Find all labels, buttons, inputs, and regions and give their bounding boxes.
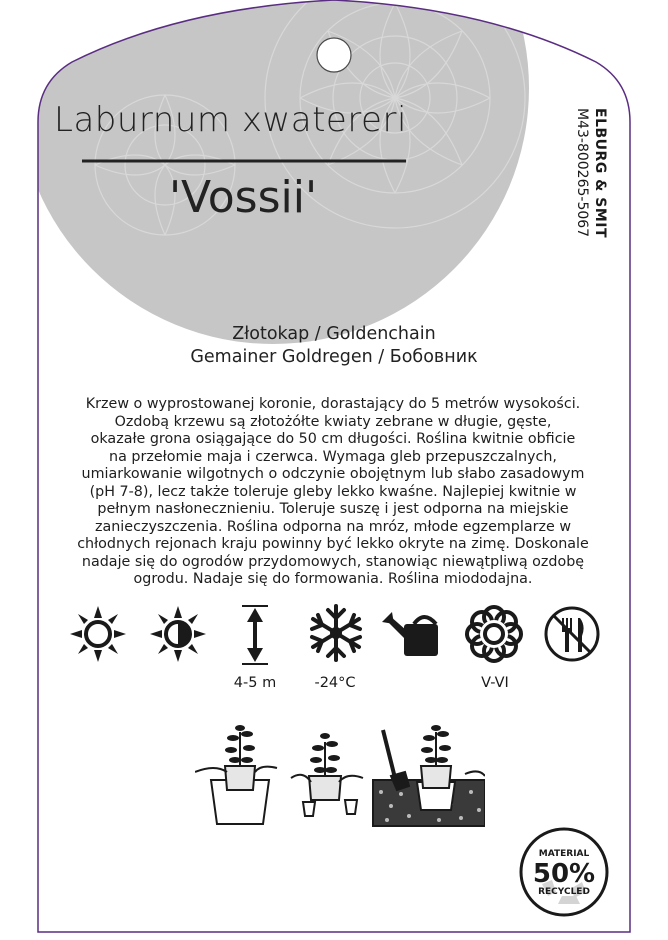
flowering-value: V-VI <box>481 675 509 691</box>
planting-step-1 <box>195 725 277 824</box>
common-name-line-2: Gemainer Goldregen / Бобовник <box>190 347 478 367</box>
description-line: pełnym nasłonecznieniu. Toleruje suszę i jest odporna na miejskie <box>97 501 569 517</box>
snowflake-icon <box>306 602 366 664</box>
not-edible-icon <box>542 604 602 664</box>
height-arrow-icon <box>240 604 270 666</box>
description <box>58 396 608 589</box>
planting-step-3 <box>373 725 485 826</box>
badge-line-1: MATERIAL <box>538 849 590 859</box>
description-line: chłodnych rejonach kraju powinny być lekko okryte na zimę. Doskonale <box>77 536 589 552</box>
description-line: nadaje się do ogrodów przydomowych, stanowiąc niewątpliwą ozdobę <box>81 553 585 570</box>
latin-name: Laburnum xwatereri <box>54 100 407 140</box>
description-line: umiarkowanie wilgotnych o odczynie obojętnym lub słabo zasadowym <box>81 466 585 482</box>
flower-icon <box>464 604 524 664</box>
planting-instructions-illustration <box>195 720 485 828</box>
description-line: okazałe grona osiągające do 50 cm długości. Roślina kwitnie obficie <box>90 431 576 447</box>
watering-can-icon <box>380 612 446 658</box>
full-sun-icon <box>68 604 128 664</box>
brand-name: ELBURG & SMIT <box>592 108 608 239</box>
hardiness-value: -24°C <box>314 675 356 691</box>
height-value: 4-5 m <box>233 675 277 691</box>
product-code: M43-800265-5067 <box>574 108 590 238</box>
recycled-material-badge <box>518 826 610 918</box>
description-line: (pH 7-8), lecz także toleruje gleby lekko kwaśne. Najlepiej kwitnie w <box>89 483 577 500</box>
common-name-line-1: Złotokap / Goldenchain <box>232 324 436 344</box>
description-line: ogrodu. Nadaje się do formowania. Roślina miododajna. <box>133 571 533 587</box>
cultivar-name: 'Vossii' <box>168 172 318 223</box>
planting-step-2 <box>291 733 363 816</box>
hanging-hole <box>317 38 351 72</box>
description-line: Krzew o wyprostowanej koronie, dorastający do 5 metrów wysokości. <box>85 396 581 412</box>
badge-line-2: 50% <box>532 859 596 889</box>
partial-shade-icon <box>148 604 208 664</box>
description-line: Ozdobą krzewu są złotożółte kwiaty zebrane w długie, gęste, <box>114 413 552 430</box>
badge-line-3: RECYCLED <box>538 887 590 897</box>
description-line: zanieczyszczenia. Roślina odporna na mróz, młode egzemplarze w <box>94 518 572 535</box>
description-line: na przełomie maja i czerwca. Wymaga gleb przepuszczalnych, <box>109 448 557 465</box>
